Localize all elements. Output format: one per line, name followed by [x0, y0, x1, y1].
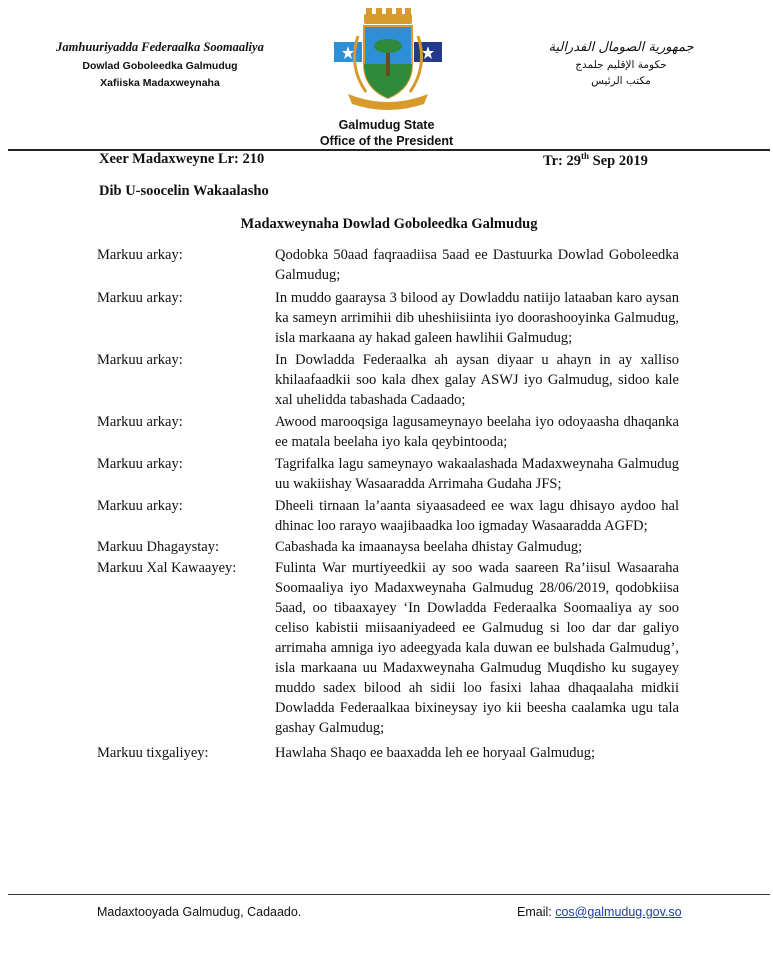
clause-text: Hawlaha Shaqo ee baaxadda leh ee horyaal Galmudug; [275, 745, 596, 761]
office-name: Office of the President [319, 134, 454, 148]
clause-text: In Dowladda Federaalka ah aysan diyaar u ahayn in ay xalliso khilaafaadkii soo kala dhex galay ASWJ iyo Galmudug, sidoo kale xal uhelidda tabashada Cadaado; [275, 352, 679, 408]
decree-number: Xeer Madaxweyne Lr: 210 [99, 151, 265, 167]
letterhead-state-gov: Dowlad Goboleedka Galmudug [82, 60, 238, 72]
clause-text: In muddo gaaraysa 3 bilood ay Dowladdu natiijo lataaban karo aysan ka sameyn arrimihii dib uheshiisiinta iyo doorashooyinka Galmudug, isla markaana ay hakad galeen hawlihii Galmudug; [275, 290, 679, 346]
clause-text: Dheeli tirnaan la’aanta siyaasadeed ee wax lagu dhisayo aydoo hal dhinac loo rarayo waajibaadka loo igmaday Wasaaradda AGFD; [275, 498, 679, 534]
clause-label: Markuu arkay: [97, 456, 183, 472]
clause-label: Markuu arkay: [97, 498, 183, 514]
letterhead-republic-arabic: جمهورية الصومال الفدرالية [548, 40, 694, 55]
clause-text: Awood marooqsiga lagusameynayo beelaha iyo odoyaasha dhaqanka ee matala beelaha iyo kala qeybintooda; [275, 414, 679, 450]
clause-text: Tagrifalka lagu sameynayo wakaalashada Madaxweynaha Galmudug uu wakiishay Wasaaradda Arrimaha Gudaha JFS; [275, 456, 679, 492]
decree-heading: Madaxweynaha Dowlad Goboleedka Galmudug [240, 216, 538, 232]
clause-label: Markuu arkay: [97, 414, 183, 430]
clause-label: Markuu arkay: [97, 290, 183, 306]
clause-label: Markuu Dhagaystay: [97, 539, 220, 555]
footer-divider [8, 894, 770, 895]
letterhead-republic: Jamhuuriyadda Federaalka Soomaaliya [56, 40, 264, 54]
footer-email-block [517, 905, 682, 919]
clause-text: Qodobka 50aad faqraadiisa 5aad ee Dastuurka Dowlad Goboleedka Galmudug; [275, 247, 679, 283]
state-office-block [280, 117, 493, 149]
letterhead-right [521, 40, 721, 87]
clause-label: Markuu tixgaliyey: [97, 745, 209, 761]
clause-label: Markuu arkay: [97, 247, 183, 263]
email-link[interactable]: cos@galmudug.gov.so [555, 905, 682, 919]
galmudug-emblem-icon [318, 6, 458, 116]
letterhead-office-arabic: مكتب الرئيس [591, 75, 651, 87]
clause-label: Markuu arkay: [97, 352, 183, 368]
footer-address: Madaxtooyada Galmudug, Cadaado. [97, 905, 302, 919]
letterhead-state-gov-arabic: حكومة الإقليم جلمدج [575, 59, 667, 71]
date-prefix: Tr: 29 [543, 152, 581, 169]
clause-label: Markuu Xal Kawaayey: [97, 560, 237, 576]
decree-date [543, 151, 648, 170]
date-ordinal: th [581, 151, 590, 161]
decree-subject: Dib U-soocelin Wakaalasho [99, 183, 269, 199]
state-name: Galmudug State [338, 118, 435, 132]
date-rest: Sep 2019 [589, 152, 648, 169]
clause-text: Cabashada ka imaanaysa beelaha dhistay Galmudug; [275, 539, 583, 555]
email-label: Email: [517, 905, 556, 919]
letterhead-left [30, 40, 290, 89]
letterhead-office: Xafiiska Madaxweynaha [100, 77, 220, 89]
clause-text: Fulinta War murtiyeedkii ay soo wada saareen Ra’iisul Wasaaraha Soomaaliya iyo Madaxweynaha Galmudug 28/06/2019, qodobkiisa 5aad, oo tibaaxayey ‘In Dowladda Federaalka Soomaaliya ay soo celiso kabistii miisaaniyadeed ee Galmudug si loo dar dar galiyo arrimaha amniga iyo adeegyada kala duwan ee bulshada Galmudug’, isla markaana uu Madaxweynaha Galmudug Muqdisho ku sugayey muddo sadex bilood ah sidii loo fasixi lahaa dhaqaalaha midkii Dowladda Federaalkaa bixineysay iyo kii beesha caalamka ugu tala gashay Galmudug; [275, 560, 679, 736]
